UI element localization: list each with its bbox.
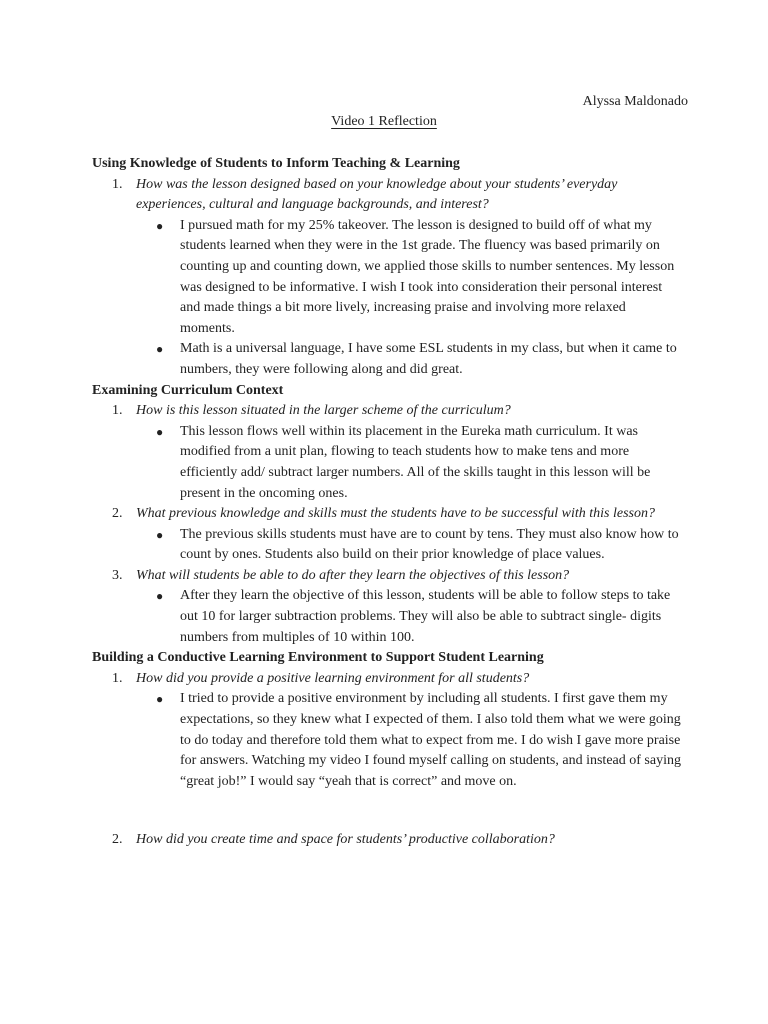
answer-text: I pursued math for my 25% takeover. The lesson is designed to build off of what my students learned when they were in the 1st grade. The fluency was based primarily on counting up and counting down, we applied those skills to number sentences. My lesson was designed to be informative. I wish I took into consideration their personal interest and made things a bit more lively, increasing praise and involving more relaxed moments. [180,217,675,336]
question [92,504,682,525]
answer-text: The previous skills students must have are to count by tens. They must also know how to count by ones. Students also build on their prior knowledge of place values. [180,526,679,563]
question-text: How was the lesson designed based on your knowledge about your students’ everyday experiences, cultural and language backgrounds, and interest? [136,176,618,213]
document-title-wrap [0,114,768,130]
question-number: 1. [112,176,123,192]
bullet-icon: ● [156,424,164,439]
answer-text: Math is a universal language, I have some ESL students in my class, but when it came to numbers, they were following along and did great. [180,341,677,377]
bullet-icon: ● [156,342,164,357]
question-number: 1. [112,670,123,686]
question-number: 1. [112,403,123,419]
question [92,669,682,690]
question-text: How is this lesson situated in the larger scheme of the curriculum? [136,403,511,419]
bullet-icon: ● [156,218,164,233]
answer-text: After they learn the objective of this lesson, students will be able to follow steps to take out 10 for larger subtraction problems. They will also be able to subtract single- digits numbers from multiples of 10 within 100. [180,588,671,645]
answer-bullet [92,216,682,340]
question-text: How did you create time and space for students’ productive collaboration? [136,832,555,848]
bullet-icon: ● [156,692,164,707]
section-heading: Using Knowledge of Students to Inform Teaching & Learning [92,156,460,171]
question [92,401,682,422]
answer-bullet [92,422,682,504]
document-title: Video 1 Reflection [331,114,437,129]
question-number: 2. [112,832,123,848]
answer-text: This lesson flows well within its placement in the Eureka math curriculum. It was modified from a unit plan, flowing to teach students how to make tens and more efficiently add/ subtract larger numbers. All of the skills taught in this lesson will be present in the oncoming ones. [180,423,651,501]
question-number: 3. [112,567,123,583]
blank-space [92,792,682,830]
question [92,830,682,851]
bullet-icon: ● [156,589,164,604]
document-body [92,154,682,851]
question-text: How did you provide a positive learning environment for all students? [136,670,530,686]
question [92,566,682,587]
section-heading: Building a Conductive Learning Environment to Support Student Learning [92,650,544,666]
answer-bullet [92,586,682,648]
question-text: What previous knowledge and skills must the students have to be successful with this lesson? [136,506,655,522]
section-heading: Examining Curriculum Context [92,382,284,398]
answer-text: I tried to provide a positive environment by including all students. I first gave them my expectations, so they knew what I expected of them. I also told them what we were going to do today and therefore told them what to expect from me. I do wish I gave more praise for answers. Watching my video I found myself calling on students, and instead of saying “great job!” I would say “yeah that is correct” and move on. [180,691,681,789]
answer-bullet [92,525,682,566]
author-name: Alyssa Maldonado [582,94,688,109]
question-text: What will students be able to do after they learn the objectives of this lesson? [136,567,570,583]
answer-bullet [92,689,682,792]
question-number: 2. [112,506,123,522]
question [92,175,682,216]
answer-bullet [92,339,682,380]
bullet-icon: ● [156,527,164,542]
